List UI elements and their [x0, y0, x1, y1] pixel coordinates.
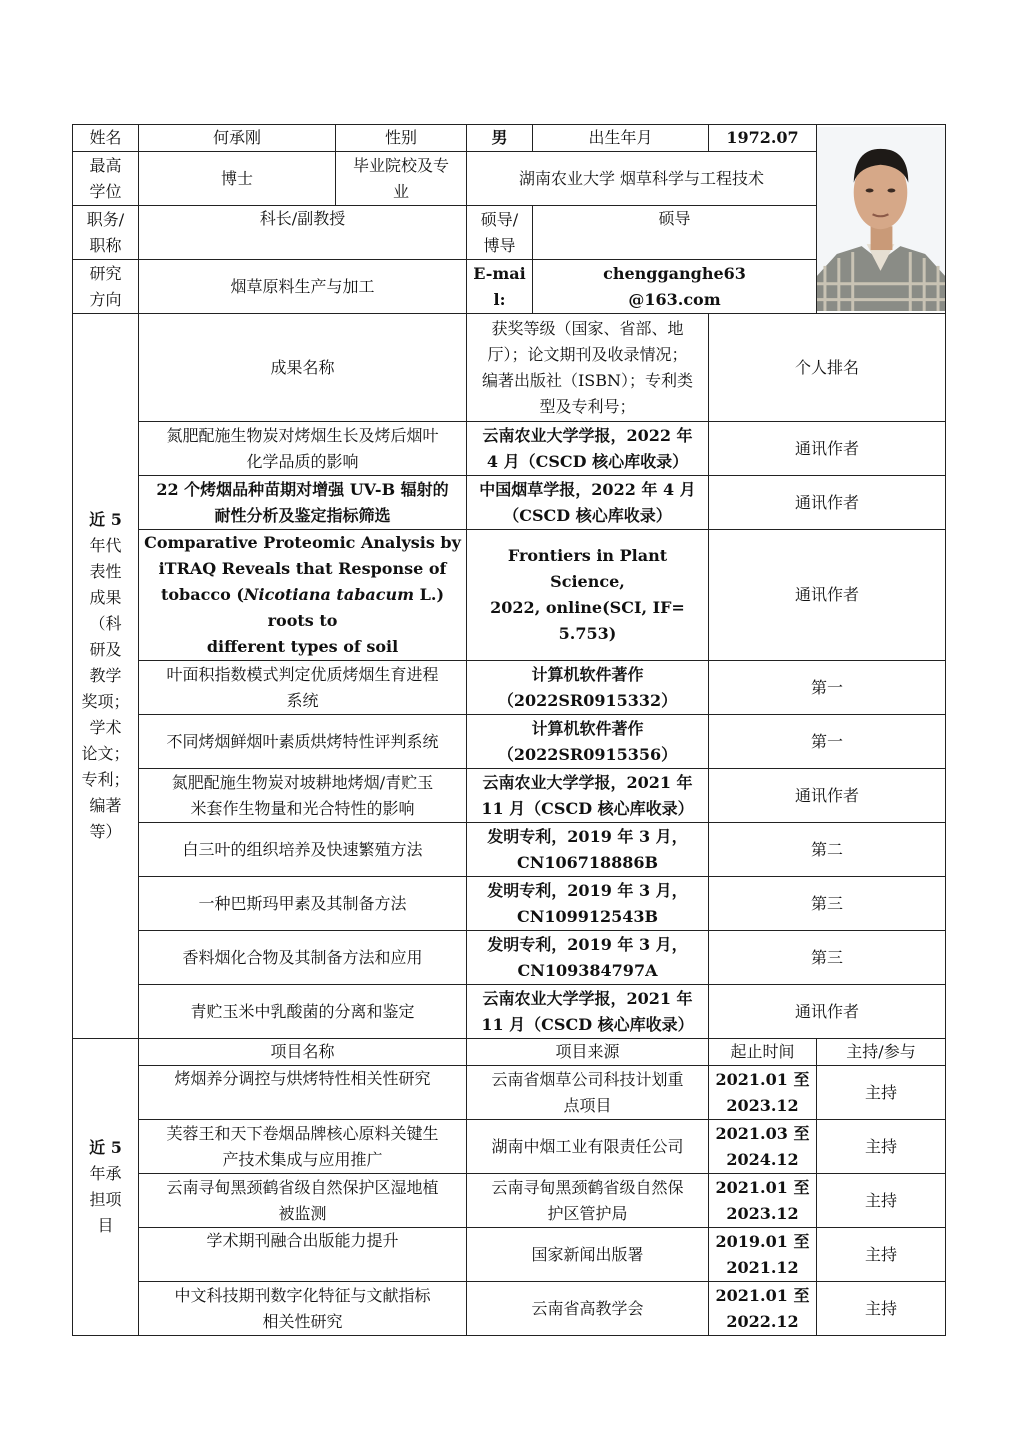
achievement-name: 一种巴斯玛甲素及其制备方法: [139, 877, 467, 931]
degree-label: 最高 学位: [73, 152, 139, 206]
name-value: 何承刚: [139, 125, 336, 152]
project-row: [73, 1174, 946, 1228]
project-row: [73, 1282, 946, 1336]
project-row: [73, 1066, 946, 1120]
achievement-rank: 第一: [709, 715, 946, 769]
school-value: 湖南农业大学 烟草科学与工程技术: [467, 152, 817, 206]
achievement-row: [73, 823, 946, 877]
project-source: 云南省高教学会: [467, 1282, 709, 1336]
achievement-rank: 第三: [709, 877, 946, 931]
achievement-name: 青贮玉米中乳酸菌的分离和鉴定: [139, 985, 467, 1039]
achievement-info: 云南农业大学学报，2021 年 11 月（CSCD 核心库收录）: [467, 769, 709, 823]
achievement-rank: 通讯作者: [709, 530, 946, 661]
school-label: 毕业院校及专 业: [336, 152, 467, 206]
project-role: 主持: [817, 1174, 946, 1228]
projects-section-label: 近 5 年承 担项 目: [73, 1039, 139, 1336]
achievement-header-rank: 个人排名: [709, 314, 946, 422]
email-label: E-mai l:: [467, 260, 533, 314]
degree-value: 博士: [139, 152, 336, 206]
achievement-name: 白三叶的组织培养及快速繁殖方法: [139, 823, 467, 877]
project-period: 2021.03 至 2024.12: [709, 1120, 817, 1174]
project-period: 2021.01 至 2022.12: [709, 1282, 817, 1336]
project-source: 湖南中烟工业有限责任公司: [467, 1120, 709, 1174]
gender-value: 男: [467, 125, 533, 152]
achievement-info: 发明专利，2019 年 3 月， CN109384797A: [467, 931, 709, 985]
birth-label: 出生年月: [533, 125, 709, 152]
project-period: 2021.01 至 2023.12: [709, 1066, 817, 1120]
achievement-name: 22 个烤烟品种苗期对增强 UV-B 辐射的 耐性分析及鉴定指标筛选: [139, 476, 467, 530]
resume-table: [72, 124, 946, 1336]
project-header-period: 起止时间: [709, 1039, 817, 1066]
project-period: 2019.01 至 2021.12: [709, 1228, 817, 1282]
photo-cell: [817, 125, 946, 314]
achievement-rank: 通讯作者: [709, 985, 946, 1039]
research-value: 烟草原料生产与加工: [139, 260, 467, 314]
project-name: 中文科技期刊数字化特征与文献指标 相关性研究: [139, 1282, 467, 1336]
achievement-row: [73, 530, 946, 661]
project-name: 云南寻甸黑颈鹤省级自然保护区湿地植 被监测: [139, 1174, 467, 1228]
project-role: 主持: [817, 1282, 946, 1336]
project-row: [73, 1228, 946, 1282]
project-name: 芙蓉王和天下卷烟品牌核心原料关键生 产技术集成与应用推广: [139, 1120, 467, 1174]
achievement-name: 香料烟化合物及其制备方法和应用: [139, 931, 467, 985]
project-source: 国家新闻出版署: [467, 1228, 709, 1282]
achievement-info: 发明专利，2019 年 3 月， CN109912543B: [467, 877, 709, 931]
portrait-photo: [817, 127, 945, 312]
email-value: chengganghe63 @163.com: [533, 260, 817, 314]
achievement-info: Frontiers in Plant Science, 2022, online(SCI, IF= 5.753): [467, 530, 709, 661]
project-header-source: 项目来源: [467, 1039, 709, 1066]
research-label: 研究 方向: [73, 260, 139, 314]
project-period: 2021.01 至 2023.12: [709, 1174, 817, 1228]
achievement-header-info: 获奖等级（国家、省部、地 厅）；论文期刊及收录情况； 编著出版社（ISBN）；专利类 型及专利号；: [467, 314, 709, 422]
birth-value: 1972.07: [709, 125, 817, 152]
title-value: 科长/副教授: [139, 206, 467, 260]
achievement-info: 云南农业大学学报，2022 年 4 月（CSCD 核心库收录）: [467, 422, 709, 476]
achievement-header-name: 成果名称: [139, 314, 467, 422]
achievement-info: 发明专利，2019 年 3 月， CN106718886B: [467, 823, 709, 877]
project-name: 烤烟养分调控与烘烤特性相关性研究: [139, 1066, 467, 1120]
achievement-info: 中国烟草学报，2022 年 4 月 （CSCD 核心库收录）: [467, 476, 709, 530]
gender-label: 性别: [336, 125, 467, 152]
project-header-role: 主持/参与: [817, 1039, 946, 1066]
achievement-row: [73, 661, 946, 715]
achievement-rank: 通讯作者: [709, 769, 946, 823]
achievement-row: [73, 715, 946, 769]
achievement-row: [73, 476, 946, 530]
achievement-row: [73, 931, 946, 985]
achievement-info: 云南农业大学学报，2021 年 11 月（CSCD 核心库收录）: [467, 985, 709, 1039]
achievement-rank: 第三: [709, 931, 946, 985]
achievement-row: [73, 422, 946, 476]
achievement-name: 氮肥配施生物炭对坡耕地烤烟/青贮玉 米套作生物量和光合特性的影响: [139, 769, 467, 823]
achievements-section-label: 近 5 年代 表性 成果 （科 研及 教学 奖项； 学术 论文； 专利； 编著 等）: [73, 314, 139, 1039]
achievement-rank: 第二: [709, 823, 946, 877]
achievement-row: [73, 985, 946, 1039]
supervisor-label: 硕导/ 博导: [467, 206, 533, 260]
achievement-rank: 第一: [709, 661, 946, 715]
project-source: 云南省烟草公司科技计划重 点项目: [467, 1066, 709, 1120]
project-header-name: 项目名称: [139, 1039, 467, 1066]
project-source: 云南寻甸黑颈鹤省级自然保 护区管护局: [467, 1174, 709, 1228]
achievement-info: 计算机软件著作 （2022SR0915332）: [467, 661, 709, 715]
achievement-name: 不同烤烟鲜烟叶素质烘烤特性评判系统: [139, 715, 467, 769]
title-label: 职务/ 职称: [73, 206, 139, 260]
project-role: 主持: [817, 1066, 946, 1120]
achievement-info: 计算机软件著作 （2022SR0915356）: [467, 715, 709, 769]
project-role: 主持: [817, 1228, 946, 1282]
achievement-name: 叶面积指数模式判定优质烤烟生育进程 系统: [139, 661, 467, 715]
achievement-rank: 通讯作者: [709, 422, 946, 476]
project-name: 学术期刊融合出版能力提升: [139, 1228, 467, 1282]
name-label: 姓名: [73, 125, 139, 152]
project-row: [73, 1120, 946, 1174]
achievement-rank: 通讯作者: [709, 476, 946, 530]
supervisor-value: 硕导: [533, 206, 817, 260]
achievement-name: 氮肥配施生物炭对烤烟生长及烤后烟叶 化学品质的影响: [139, 422, 467, 476]
project-role: 主持: [817, 1120, 946, 1174]
achievement-row: [73, 769, 946, 823]
achievement-name: Comparative Proteomic Analysis by iTRAQ Reveals that Response of tobacco (Nicotiana tabacum L.) roots to different types of soil: [139, 530, 467, 661]
achievement-row: [73, 877, 946, 931]
